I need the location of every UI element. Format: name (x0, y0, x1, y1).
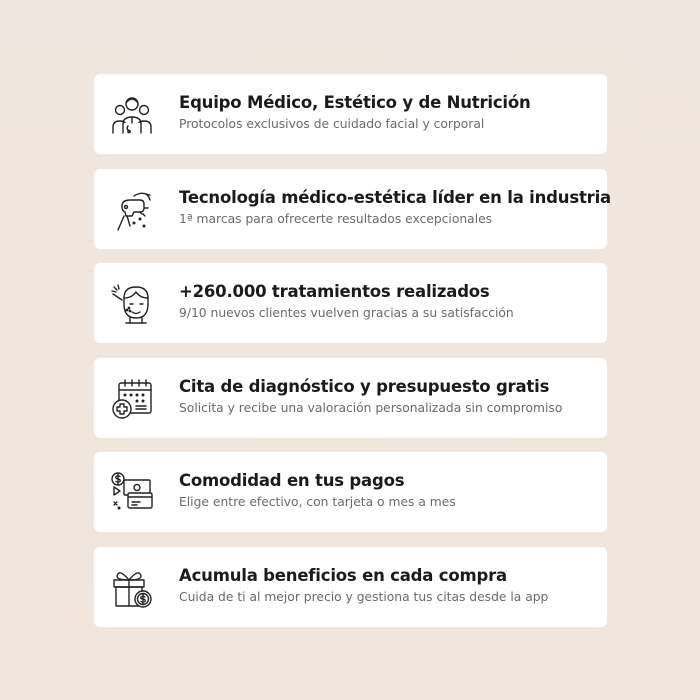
feature-list (94, 74, 611, 642)
feature-card-medical-team[interactable] (94, 74, 607, 154)
feature-title: Equipo Médico, Estético y de Nutrición (179, 93, 531, 112)
medical-team-icon (110, 93, 154, 137)
calendar-medical-icon (110, 377, 154, 421)
gift-reward-icon (110, 566, 154, 610)
feature-subtitle: Cuida de ti al mejor precio y gestiona tus citas desde la app (179, 589, 549, 604)
feature-subtitle: 1ª marcas para ofrecerte resultados excepcionales (179, 211, 493, 226)
feature-card-treatments[interactable] (94, 263, 607, 343)
face-treatment-icon (110, 282, 154, 326)
feature-title: Acumula beneficios en cada compra (179, 565, 507, 585)
feature-subtitle: Solicita y recibe una valoración personalizada sin compromiso (179, 400, 563, 415)
feature-title: +260.000 tratamientos realizados (179, 282, 490, 302)
feature-title: Comodidad en tus pagos (179, 471, 405, 491)
payment-methods-icon (110, 471, 154, 515)
feature-title: Tecnología médico-estética líder en la industria (179, 187, 611, 207)
feature-card-payments[interactable] (94, 452, 607, 532)
aesthetic-device-icon (110, 188, 154, 232)
feature-card-rewards[interactable] (94, 547, 607, 627)
feature-subtitle: Elige entre efectivo, con tarjeta o mes a mes (179, 495, 456, 510)
feature-title: Cita de diagnóstico y presupuesto gratis (179, 376, 550, 396)
feature-card-technology[interactable] (94, 169, 611, 249)
feature-card-appointment[interactable] (94, 358, 607, 438)
feature-subtitle: 9/10 nuevos clientes vuelven gracias a su satisfacción (179, 306, 514, 321)
feature-subtitle: Protocolos exclusivos de cuidado facial y corporal (179, 117, 485, 131)
